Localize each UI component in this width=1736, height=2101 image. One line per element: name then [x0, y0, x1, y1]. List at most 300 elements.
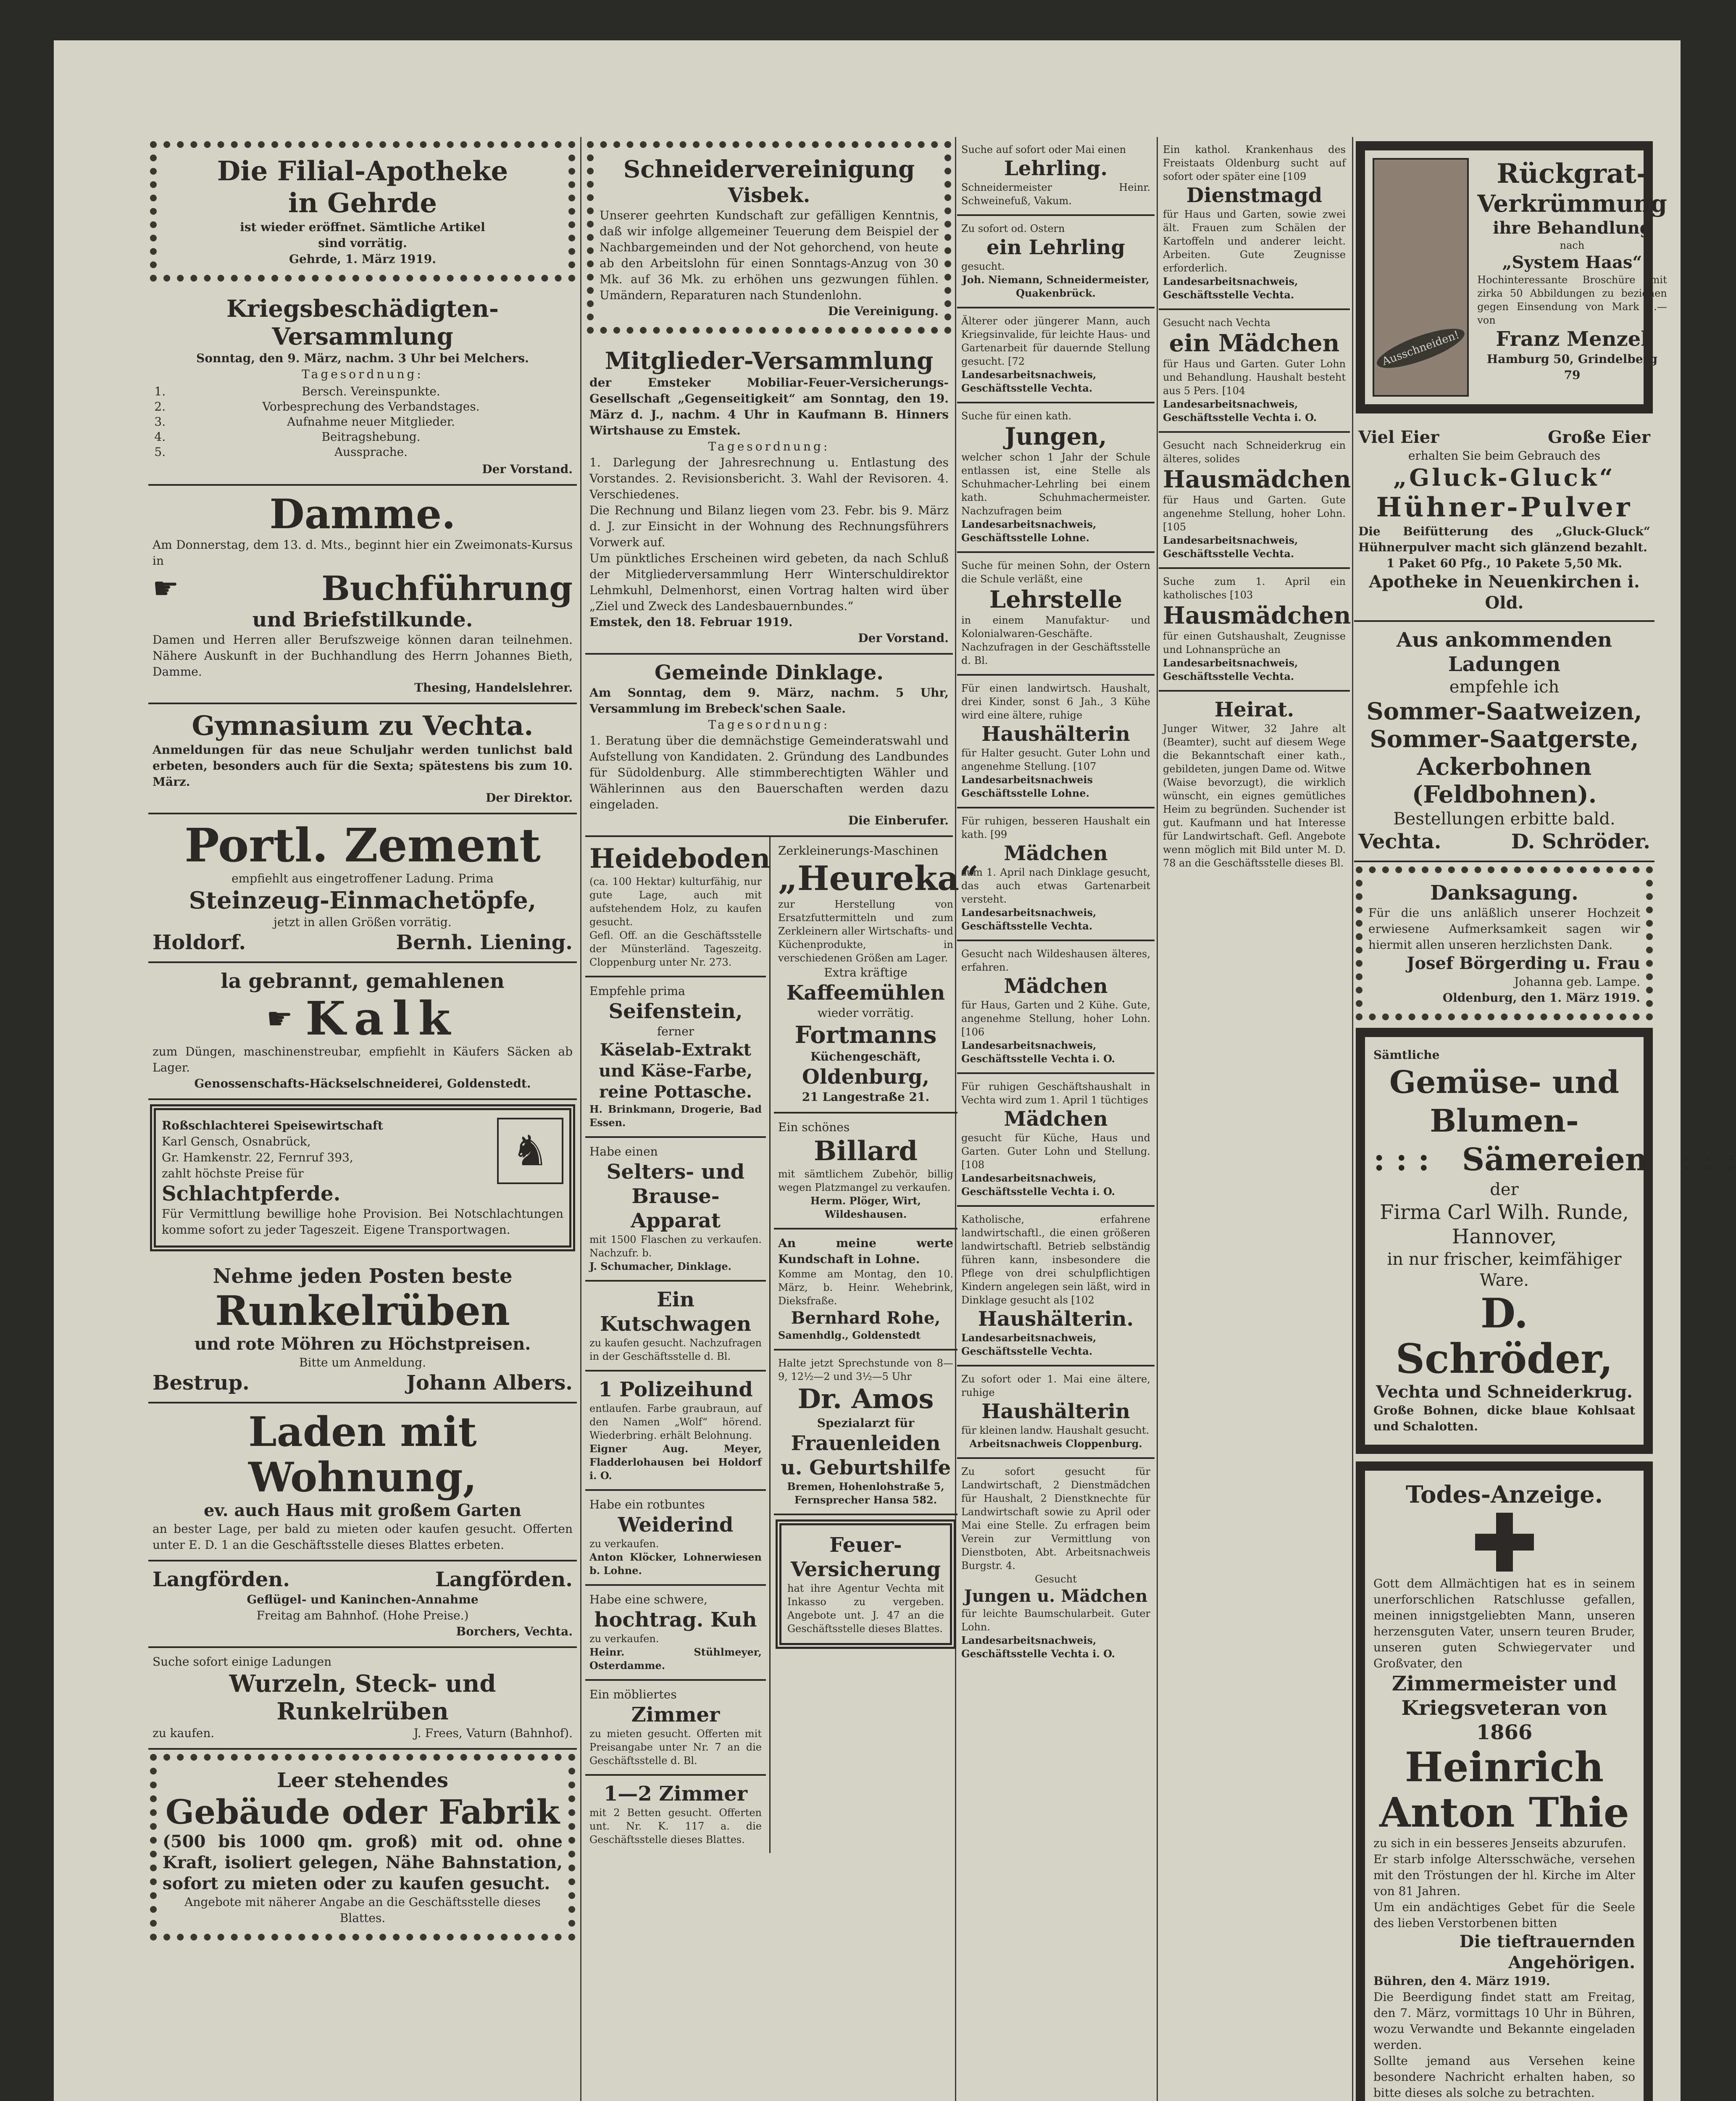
- ad-text: Damen und Herren aller Berufszweige können daran teilnehmen. Nähere Auskunft in der Buchhandlung des Herrn Johannes Bieth, Damme.: [153, 633, 573, 679]
- ad-polizeihund: [585, 1372, 766, 1491]
- ad-heideboden: [585, 837, 771, 977]
- classified-hausmaedchen-2: [1159, 569, 1350, 692]
- ad-signature: Landesarbeitsnachweis, Geschäftsstelle Vechta.: [1163, 657, 1298, 682]
- ad-signature: Landesarbeitsnachweis, Geschäftsstelle Vechta.: [961, 1332, 1097, 1357]
- ad-text: an bester Lage, per bald zu mieten oder kaufen gesucht. Offerten unter E. D. 1 an die Geschäftsstelle dieses Blattes erbeten.: [153, 1522, 573, 1552]
- agenda-item: 1. Bersch. Vereinspunkte.: [169, 384, 573, 399]
- ad-date: Gehrde, 1. März 1919.: [289, 252, 436, 266]
- ad-saemereien: [1356, 1028, 1736, 1454]
- ad-signature: Die Einberufer.: [848, 814, 949, 827]
- ad-headline: Mädchen: [1004, 842, 1108, 865]
- ad-signature: Genossenschafts-Häckselschneiderei, Goldenstedt.: [194, 1077, 531, 1090]
- ad-address: Bremen, Hohenlohstraße 5, Fernsprecher Hansa 582.: [787, 1480, 944, 1506]
- ad-headline: 1 Polizeihund: [598, 1378, 753, 1401]
- ad-signature: Johanna geb. Lampe.: [1514, 975, 1640, 989]
- ad-kuh: [585, 1586, 766, 1681]
- ad-danksagung: [1356, 866, 1653, 1020]
- ad-subheadline: Käselab-Extrakt und Käse-Farbe, reine Pottasche.: [599, 1040, 752, 1102]
- ad-headline: Roßschlachterei Speisewirtschaft: [162, 1119, 383, 1132]
- ad-text: Spezialarzt für: [817, 1416, 915, 1430]
- ad-signature: Die Vereinigung.: [828, 304, 939, 318]
- ad-signature: Landesarbeitsnachweis Geschäftsstelle Lohne.: [961, 774, 1093, 799]
- ad-signature: Der Direktor.: [485, 791, 573, 805]
- ad-text: für Halter gesucht. Guter Lohn und angenehme Stellung. [107: [961, 747, 1150, 772]
- classified-mann: [957, 308, 1155, 403]
- ad-text: Anmeldungen für das neue Schuljahr werden tunlichst bald erbeten, besonders auch für die Sexta; spätestens bis zum 10. März.: [153, 743, 573, 789]
- ad-text: Sonntag, den 9. März, nachm. 3 Uhr bei Melchers.: [196, 351, 529, 365]
- ad-signature: Die tieftrauernden Angehörigen.: [1459, 1932, 1635, 1972]
- ad-text: Habe ein rotbuntes: [589, 1498, 705, 1511]
- column-4: [1159, 137, 1350, 2101]
- ad-headline: Gymnasium zu Vechta.: [192, 710, 534, 742]
- classified-jungen: [957, 403, 1155, 553]
- ad-headline: Jungen u. Mädchen: [964, 1586, 1148, 1606]
- ad-subheadline: Oldenburg,: [802, 1065, 930, 1089]
- ad-text: zur Herstellung von Ersatzfuttermitteln und zum Zerkleinern aller Wirtschafts- und Küchenprodukte, in verschiedenen Größen am Lager.: [778, 898, 953, 964]
- ad-text: Suche zum 1. April ein katholisches [103: [1163, 576, 1346, 601]
- ad-text: für Haus und Garten, sowie zwei ält. Frauen zum Schälen der Kartoffeln und anderer leicht. Arbeiten. Gute Zeugnisse erforderlich.: [1163, 208, 1346, 274]
- ad-signature: Borchers, Vechta.: [456, 1624, 573, 1638]
- ad-subheadline: und Briefstilkunde.: [252, 608, 473, 632]
- ad-zement: [148, 814, 577, 963]
- ad-headline: Heinrich Anton Thie: [1379, 1743, 1629, 1836]
- ad-signature: Der Vorstand.: [858, 631, 949, 645]
- ad-text: Extra kräftige: [824, 966, 907, 979]
- ad-text: mit 2 Betten gesucht. Offerten unt. Nr. K. 117 a. die Geschäftsstelle dieses Blattes.: [589, 1807, 762, 1846]
- ad-signature: Joh. Niemann, Schneidermeister, Quakenbrück.: [962, 274, 1149, 299]
- ad-text: Älterer oder jüngerer Mann, auch Kriegsinvalide, für leichte Haus- und Gartenarbeit für dauernde Stellung gesucht. [72: [961, 315, 1150, 367]
- classified-maedchen-2: [957, 941, 1155, 1074]
- ad-kalk: [148, 963, 577, 1100]
- ad-place: Langförden.: [435, 1568, 573, 1591]
- ad-subheadline: u. Geburtshilfe: [780, 1456, 951, 1480]
- ad-text: Zu sofort oder 1. Mai eine ältere, ruhige: [961, 1373, 1150, 1398]
- ad-text: erhalten Sie beim Gebrauch des: [1408, 449, 1601, 463]
- ad-address: 21 Langestraße 21.: [802, 1090, 930, 1104]
- ad-signature: Landesarbeitsnachweis, Geschäftsstelle Vechta.: [961, 906, 1097, 932]
- ad-text: zu sich in ein besseres Jenseits abzurufen.: [1373, 1836, 1626, 1850]
- agenda-heading: Tagesordnung:: [708, 718, 830, 732]
- ad-text: Die Rechnung und Bilanz liegen vom 23. Febr. bis 9. März d. J. zur Einsicht in der Wohnung des Rechnungsführers Vorwerk auf.: [589, 503, 949, 549]
- ad-text: entlaufen. Farbe graubraun, auf den Namen „Wolf“ hörend. Wiederbring. erhält Belohnung.: [589, 1403, 762, 1441]
- ad-headline: Verkrümmung: [1477, 190, 1667, 218]
- ad-headline: „Heureka“: [778, 858, 978, 898]
- ad-headline: „Gluck-Gluck“: [1393, 464, 1615, 492]
- column-2: [585, 137, 978, 2101]
- ad-signature: Landesarbeitsnachweis, Geschäftsstelle Vechta i. O.: [961, 1039, 1115, 1065]
- ad-place: Vechta.: [1358, 830, 1441, 853]
- ad-headline: Schneidervereinigung: [623, 155, 915, 183]
- ad-date: Bühren, den 4. März 1919.: [1373, 1974, 1550, 1988]
- ad-text: der: [1490, 1180, 1519, 1199]
- ad-signature: Eigner Aug. Meyer, Fladderlohausen bei Holdorf i. O.: [589, 1443, 762, 1482]
- ad-text: Gefl. Off. an die Geschäftsstelle der Münsterländ. Tageszeitg. Cloppenburg unter Nr. 273.: [589, 929, 762, 968]
- classified-lehrling: [957, 137, 1155, 216]
- ad-rossschlachterei: [150, 1104, 575, 1251]
- ad-mitglieder-versammlung: [585, 341, 953, 655]
- ad-headline: Danksagung.: [1430, 881, 1578, 905]
- ad-headline: ein Lehrling: [986, 236, 1125, 259]
- ad-text: Angebote mit näherer Angabe an die Geschäftsstelle dieses Blattes.: [184, 1895, 541, 1925]
- ad-text: sind vorrätig.: [318, 236, 407, 250]
- ad-rueckgrat: [1356, 141, 1667, 413]
- ad-place: Holdorf.: [153, 931, 246, 954]
- torso-illustration: [1373, 158, 1469, 397]
- ad-signature: Landesarbeitsnachweis, Geschäftsstelle Vechta i. O.: [961, 1172, 1115, 1198]
- ad-text: Katholische, erfahrene landwirtschaftl., die einen größeren landwirtschaftl. Betrieb selbständig führen kann, insbesondere die Pflege von drei schulpflichtigen Kindern angelegen sein läßt, wird in Dinklage gesucht als [102: [961, 1214, 1150, 1306]
- ad-subheadline: ihre Behandlung: [1493, 218, 1652, 238]
- ad-text: ferner: [657, 1024, 694, 1038]
- ad-seifenstein: [585, 977, 766, 1138]
- ad-headline: D. Schröder,: [1395, 1290, 1613, 1382]
- ad-gemeinde-dinklage: [585, 655, 953, 837]
- ad-text: zu kaufen.: [153, 1726, 215, 1740]
- newspaper-page: [54, 40, 1736, 2101]
- ad-kriegsbeschaedigten: [148, 289, 577, 486]
- ad-place: Bestrup.: [153, 1371, 250, 1395]
- column-1: [148, 137, 577, 2101]
- ad-text: 1. Darlegung der Jahresrechnung u. Entlastung des Vorstandes. 2. Revisionsbericht. 3. Wahl der Revisoren. 4. Verschiedenes.: [589, 455, 949, 501]
- ad-headline: Heirat.: [1214, 698, 1294, 721]
- ad-signature: Josef Börgerding u. Frau: [1407, 953, 1640, 973]
- ad-headline: Runkelrüben: [215, 1287, 510, 1335]
- ad-headline: Gemüse- und Blumen-: [1389, 1064, 1619, 1139]
- ad-headline: Mädchen: [1004, 974, 1108, 998]
- ad-address: Hamburg 50, Grindelberg 79: [1486, 352, 1658, 382]
- ad-text: Nehme jeden Posten beste: [213, 1264, 513, 1288]
- ad-langfoerden: [148, 1561, 577, 1648]
- ad-text: mit sämtlichem Zubehör, billig wegen Platzmangel zu verkaufen.: [778, 1168, 953, 1193]
- ad-headline: Haushälterin: [981, 722, 1130, 746]
- ad-headline: Ein Kutschwagen: [600, 1288, 752, 1336]
- classified-dienstboten: [957, 1459, 1155, 1667]
- ad-text: Junger Witwer, 32 Jahre alt (Beamter), sucht auf diesem Wege die Bekanntschaft einer kath., gebildeten, jungen Dame od. Witwe (Waise bevorzugt), die wirklich wünscht, ein eignes gemütliches Heim zu begründen. Suchender ist gut. Kaufmann und hat Interesse für Landwirtschaft. Gefl. Angebote wenn möglich mit Bild unter M. D. 78 an die Geschäftsstelle dieses Bl.: [1163, 723, 1346, 869]
- ad-subheadline: Visbek.: [728, 184, 810, 207]
- ad-text: (500 bis 1000 qm. groß) mit od. ohne Kraft, isoliert gelegen, Nähe Bahnstation, sofort zu mieten oder zu kaufen gesucht.: [163, 1832, 563, 1893]
- ad-text: Gesucht nach Wildeshausen älteres, erfahren.: [961, 948, 1150, 973]
- ad-text: ist wieder eröffnet. Sämtliche Artikel: [240, 220, 485, 234]
- ad-text: Gr. Hamkenstr. 22, Fernruf 393,: [162, 1151, 353, 1164]
- ad-text: in nur frischer, keimfähiger Ware.: [1387, 1250, 1622, 1290]
- ad-text: nach: [1560, 240, 1585, 251]
- ad-headline: Mädchen: [1004, 1107, 1108, 1131]
- ad-subheadline: Schlachtpferde.: [162, 1182, 341, 1206]
- agenda-heading: Tagesordnung:: [302, 367, 423, 381]
- classified-heirat: [1159, 692, 1350, 877]
- agenda-item: 2. Vorbesprechung des Verbandstages.: [169, 399, 573, 414]
- ad-text: Suche für meinen Sohn, der Ostern die Schule verläßt, eine: [961, 560, 1150, 585]
- ad-headline: Seifenstein,: [608, 1000, 743, 1023]
- pointing-hand-icon: ☛: [153, 571, 179, 606]
- classified-ein-maedchen: [1159, 310, 1350, 433]
- ad-text: Habe eine schwere,: [589, 1593, 708, 1606]
- column-rule: [1157, 137, 1158, 2101]
- ad-text: Gesucht: [1035, 1573, 1077, 1585]
- ad-headline: Feuer-Versicherung: [790, 1533, 941, 1581]
- ad-headline: Dienstmagd: [1186, 184, 1323, 207]
- ad-kundschaft-lohne: [774, 1230, 957, 1351]
- ad-text: Suche auf sofort oder Mai einen: [961, 144, 1126, 155]
- classified-maedchen-3: [957, 1074, 1155, 1207]
- ad-subheadline: ev. auch Haus mit großem Garten: [203, 1501, 521, 1520]
- ad-signature: Landesarbeitsnachweis, Geschäftsstelle Lohne.: [961, 518, 1097, 544]
- ad-headline: 1—2 Zimmer: [603, 1782, 748, 1806]
- ad-heureka: [774, 837, 978, 1114]
- ad-signature: Landesarbeitsnachweis, Geschäftsstelle Vechta.: [961, 369, 1097, 394]
- ad-subheadline: Steinzeug-Einmachetöpfe,: [189, 887, 537, 914]
- ad-signature: J. Frees, Vaturn (Bahnhof).: [413, 1726, 573, 1740]
- ad-headline: Haushälterin.: [978, 1307, 1134, 1331]
- ad-headline: Todes-Anzeige.: [1405, 1481, 1603, 1509]
- ad-saat: [1354, 622, 1654, 862]
- classified-haushaelterin-2: [957, 1207, 1155, 1366]
- ad-text: Bitte um Anmeldung.: [299, 1356, 426, 1369]
- agenda-list: [169, 384, 573, 460]
- classified-lehrstelle: [957, 553, 1155, 676]
- classified-maedchen-1: [957, 808, 1155, 941]
- agenda-item: 5. Aussprache.: [169, 445, 573, 460]
- ad-headline: Gemeinde Dinklage.: [655, 661, 884, 685]
- ad-text: Die Beifütterung des „Gluck-Gluck“ Hühnerpulver macht sich glänzend bezahlt.: [1358, 524, 1650, 554]
- ad-billard: [774, 1114, 957, 1230]
- ad-text: Am Donnerstag, dem 13. d. Mts., beginnt hier ein Zweimonats-Kursus in: [153, 538, 573, 568]
- ad-headline: Dr. Amos: [797, 1383, 934, 1415]
- ad-text: Große Bohnen, dicke blaue Kohlsaat und Schalotten.: [1373, 1403, 1635, 1433]
- ad-signature: J. Schumacher, Dinklage.: [589, 1260, 732, 1272]
- ad-text: Sämtliche: [1373, 1048, 1440, 1062]
- ad-text: empfiehlt aus eingetroffener Ladung. Prima: [231, 871, 494, 885]
- column-3: [957, 137, 1155, 2101]
- agenda-item: 3. Aufnahme neuer Mitglieder.: [169, 414, 573, 429]
- ad-signature: Landesarbeitsnachweis, Geschäftsstelle Vechta.: [1163, 534, 1298, 560]
- agenda-item: 4. Beitragshebung.: [169, 429, 573, 445]
- ad-text: Die Beerdigung findet statt am Freitag, den 7. März, vormittags 10 Uhr in Bühren, wozu Verwandte und Bekannte eingeladen werden.: [1373, 1990, 1635, 2052]
- ad-headline: Billard: [814, 1135, 918, 1167]
- ad-text: Gesucht nach Schneiderkrug ein älteres, solides: [1163, 440, 1346, 465]
- ad-signature: D. Schröder.: [1511, 830, 1650, 853]
- ad-headline: Lehrstelle: [989, 586, 1123, 613]
- ad-signature: Landesarbeitsnachweis, Geschäftsstelle Vechta i. O.: [1163, 398, 1317, 424]
- ad-selters: [585, 1138, 766, 1282]
- ad-zimmer-2: [585, 1776, 766, 1853]
- ad-signature: Landesarbeitsnachweis, Geschäftsstelle Vechta i. O.: [961, 1634, 1115, 1660]
- ad-headline: Fortmanns: [794, 1021, 937, 1049]
- ad-text: zum Düngen, maschinenstreubar, empfiehlt in Käufers Säcken ab Lager.: [153, 1045, 573, 1074]
- ad-text: für Haus und Garten. Gute angenehme Stellung, hoher Lohn. [105: [1163, 494, 1346, 533]
- ad-headline: Mitglieder-Versammlung: [605, 347, 934, 375]
- ad-headline: Hausmädchen: [1163, 602, 1351, 629]
- ad-text: 1. Beratung über die demnächstige Gemeinderatswahl und Aufstellung von Kandidaten. 2. Gründung des Landbundes für Südoldenburg. Alle stimmberechtigten Wähler und Wählerinnen aus den Bauerschaften werden dazu eingeladen.: [589, 734, 949, 811]
- ad-text: la gebrannt, gemahlenen: [221, 969, 505, 993]
- ad-gymnasium: [148, 704, 577, 814]
- column-rule: [1352, 137, 1353, 2101]
- ad-text: zum 1. April nach Dinklage gesucht, das auch etwas Gartenarbeit versteht.: [961, 866, 1150, 905]
- ad-subheadline: Kaffeemühlen: [786, 981, 945, 1005]
- ad-headline: Portl. Zement: [184, 818, 541, 872]
- ad-headline: Die Filial-Apotheke: [217, 155, 508, 187]
- ad-text: für einen Gutshaushalt, Zeugnisse und Lohnansprüche an: [1163, 630, 1346, 656]
- ad-weiderind: [585, 1491, 766, 1586]
- ad-headline: : : : Sämereien : : :: [1373, 1142, 1736, 1178]
- ad-subheadline: Frauenleiden: [791, 1432, 941, 1455]
- classified-dienstmagd: [1159, 137, 1350, 310]
- ad-text: Ein schönes: [778, 1120, 850, 1134]
- ad-headline: Hausmädchen: [1163, 466, 1351, 493]
- ad-text: Gott dem Allmächtigen hat es in seinem unerforschlichen Ratschlusse gefallen, meinen innigstgeliebten Mann, unseren herzensguten Vater, unsern teuren Bruder, unseren guten Schwiegervater und Großvater, den: [1373, 1577, 1635, 1670]
- ad-text: welcher schon 1 Jahr der Schule entlassen ist, eine Stelle als Schuhmacher-Lehrling bei einem kath. Schuhmachermeister. Nachzufragen beim: [961, 451, 1150, 517]
- ad-headline: Aus ankommenden Ladungen: [1396, 628, 1612, 676]
- ad-subheadline: „System Haas“: [1502, 253, 1642, 272]
- ad-headline: in Gehrde: [288, 187, 437, 219]
- ad-signature: Franz Menzel: [1496, 327, 1649, 351]
- ad-text: (ca. 100 Hektar) kulturfähig, nur gute Lage, auch mit aufstehendem Holz, zu kaufen gesucht.: [589, 876, 762, 928]
- ad-text: Gesucht nach Vechta: [1163, 317, 1270, 329]
- ad-text: Um ein andächtiges Gebet für die Seele des lieben Verstorbenen bitten: [1373, 1900, 1635, 1930]
- ad-text: zu verkaufen.: [589, 1538, 659, 1550]
- ad-headline: Wurzeln, Steck- und Runkelrüben: [229, 1670, 496, 1725]
- ad-text: Zerkleinerungs-Maschinen: [778, 844, 939, 858]
- ad-text: mit 1500 Flaschen zu verkaufen. Nachzufr. b.: [589, 1234, 762, 1259]
- ad-signature: H. Brinkmann, Drogerie, Bad Essen.: [589, 1103, 762, 1129]
- ad-headline: Jungen,: [1005, 423, 1107, 450]
- ad-headline: Sommer-Saatweizen,: [1366, 698, 1642, 725]
- ad-signature: Samenhdlg., Goldenstedt: [778, 1329, 921, 1341]
- column-rule: [580, 137, 581, 2101]
- ad-headline: Heideboden: [589, 843, 771, 874]
- ad-text: Er starb infolge Altersschwäche, versehen mit den Tröstungen der hl. Kirche im Alter von 81 Jahren.: [1373, 1852, 1635, 1898]
- ad-text: Für ruhigen, besseren Haushalt ein kath. [99: [961, 815, 1150, 840]
- ad-text: zu verkaufen.: [589, 1633, 659, 1645]
- ad-text: Halte jetzt Sprechstunde von 8—9, 12½—2 und 3½—5 Uhr: [778, 1357, 953, 1382]
- ad-text: für leichte Baumschularbeit. Guter Lohn.: [961, 1608, 1150, 1633]
- ad-headline: Zimmer: [631, 1703, 720, 1727]
- ad-text: Für die uns anläßlich unserer Hochzeit erwiesene Aufmerksamkeit sagen wir hiermit allen unseren herzlichsten Dank.: [1368, 906, 1640, 952]
- ad-signature: Arbeitsnachweis Cloppenburg.: [969, 1438, 1142, 1450]
- ad-filial-apotheke: [150, 141, 575, 282]
- ad-zimmer: [585, 1681, 766, 1776]
- ad-headline: Buchführung: [321, 569, 573, 608]
- ad-text: jetzt in allen Größen vorrätig.: [274, 915, 452, 929]
- ad-text: hat ihre Agentur Vechta mit Inkasso zu vergeben. Angebote unt. J. 47 an die Geschäftsstelle dieses Blattes.: [787, 1582, 944, 1635]
- ad-text: Bestellungen erbitte bald.: [1393, 809, 1615, 829]
- horse-icon: ♞: [497, 1118, 563, 1184]
- ad-feuer-versicherung: [776, 1519, 956, 1649]
- ad-text: der Emsteker Mobiliar-Feuer-Versicherungs-Gesellschaft „Gegenseitigkeit“ am Sonntag, den 19. März d. J., nachm. 4 Uhr in Kaufmann B. Hinners Wirtshause zu Emstek.: [589, 376, 949, 437]
- ad-subheadline: Zimmermeister und Kriegsveteran von 1866: [1391, 1672, 1617, 1744]
- ad-signature: Apotheke in Neuenkirchen i. Old.: [1369, 572, 1640, 613]
- ad-headline: Ackerbohnen (Feldbohnen).: [1412, 753, 1597, 808]
- ad-text: Ein möbliertes: [589, 1688, 677, 1701]
- ad-schneidervereinigung: [587, 141, 951, 334]
- ad-text: Für ruhigen Geschäftshaushalt in Vechta wird zum 1. April 1 tüchtiges: [961, 1081, 1150, 1106]
- ad-kutschwagen: [585, 1282, 766, 1372]
- ad-text: empfehle ich: [1449, 677, 1560, 697]
- ad-headline: Lehrling.: [1004, 157, 1108, 180]
- ad-text: Unserer geehrten Kundschaft zur gefälligen Kenntnis, daß wir infolge allgemeiner Teuerung dem Beispiel der Nachbargemeinden und der Not gehorchend, von heute ab den Arbeitslohn für einen Sonntags-Anzug von 30 Mk. auf 36 Mk. zu erhöhen uns gezwungen fühlen. Umändern, Reparaturen nach Stundenlohn.: [600, 208, 939, 302]
- ad-text: zahlt höchste Preise für: [162, 1166, 304, 1180]
- ad-date: Oldenburg, den 1. März 1919.: [1442, 991, 1640, 1005]
- ad-text: für kleinen landw. Haushalt gesucht.: [961, 1424, 1149, 1436]
- ad-signature: Bernh. Liening.: [396, 931, 573, 954]
- ad-signature: Herm. Plöger, Wirt, Wildeshausen.: [810, 1195, 921, 1220]
- ad-headline: Sommer-Saatgerste,: [1370, 725, 1639, 753]
- classified-haushaelterin-3: [957, 1366, 1155, 1459]
- ad-text: Habe einen: [589, 1145, 658, 1158]
- ad-text: in einem Manufaktur- und Kolonialwaren-Geschäfte. Nachzufragen in der Geschäftsstelle d. Bl.: [961, 614, 1150, 666]
- ad-headline: Haushälterin: [981, 1400, 1130, 1423]
- ad-text: zu mieten gesucht. Offerten mit Preisangabe unter Nr. 7 an die Geschäftsstelle d. Bl.: [589, 1728, 762, 1767]
- ad-text: Am Sonntag, dem 9. März, nachm. 5 Uhr, Versammlung im Brebeck'schen Saale.: [589, 686, 949, 716]
- ad-signature: Anton Klöcker, Lohnerwiesen b. Lohne.: [589, 1551, 762, 1577]
- ad-text: für Haus und Garten. Guter Lohn und Behandlung. Haushalt besteht aus 5 Pers. [104: [1163, 358, 1346, 397]
- ad-signature: Heinr. Stühlmeyer, Osterdamme.: [589, 1646, 762, 1672]
- agenda-heading: Tagesordnung:: [708, 440, 830, 453]
- ad-text: Firma Carl Wilh. Runde, Hannover,: [1380, 1201, 1629, 1248]
- ad-text: Suche für einen kath.: [961, 410, 1072, 422]
- ad-text: Zu sofort od. Ostern: [961, 223, 1065, 234]
- ad-text: Hochinteressante Broschüre mit zirka 50 Abbildungen zu beziehen gegen Einsendung von Mark 1.— von: [1477, 274, 1667, 326]
- ad-gluck-gluck: [1354, 421, 1654, 622]
- ad-gebaeude: [150, 1754, 575, 1940]
- ad-text: Sollte jemand aus Versehen keine besondere Nachricht erhalten haben, so bitte dieses als solche zu betrachten.: [1373, 2054, 1635, 2100]
- classified-hausmaedchen-1: [1159, 433, 1350, 569]
- ad-text: Geflügel- und Kaninchen-Annahme: [247, 1593, 479, 1606]
- ad-text: Empfehle prima: [589, 984, 685, 998]
- ad-headline: Gebäude oder Fabrik: [165, 1792, 560, 1832]
- ad-dr-amos: [774, 1351, 957, 1515]
- ad-date: Emstek, den 18. Februar 1919.: [589, 615, 793, 629]
- ad-text: Freitag am Bahnhof. (Hohe Preise.): [256, 1609, 469, 1622]
- pointing-hand-icon: ☛: [266, 1001, 293, 1036]
- ad-text: zu kaufen gesucht. Nachzufragen in der Geschäftsstelle d. Bl.: [589, 1337, 762, 1362]
- ad-text: Für einen landwirtsch. Haushalt, drei Kinder, sonst 6 Jah., 3 Kühe wird eine ältere, ruhige: [961, 682, 1150, 721]
- ad-price: 1 Paket 60 Pfg., 10 Pakete 5,50 Mk.: [1386, 556, 1623, 570]
- cut-out-stamp: Ausschneiden!: [1373, 321, 1469, 376]
- ad-runkelrueben: [148, 1258, 577, 1403]
- ad-signature: Bernhard Rohe,: [791, 1308, 941, 1328]
- ad-headline: Kriegsbeschädigten-Versammlung: [226, 295, 499, 350]
- ad-tagline: Viel Eier: [1358, 427, 1439, 447]
- ad-todes-anzeige: [1356, 1461, 1653, 2101]
- ad-text: gesucht.: [961, 261, 1005, 272]
- ad-wurzeln: [148, 1648, 577, 1750]
- ad-headline: Weiderind: [618, 1513, 734, 1537]
- ad-text: und rote Möhren zu Höchstpreisen.: [194, 1334, 531, 1354]
- ad-headline: Rückgrat-: [1497, 158, 1648, 190]
- ad-text: Vechta und Schneiderkrug.: [1376, 1382, 1633, 1402]
- column-5: [1354, 137, 1736, 2101]
- ad-text: Schneidermeister Heinr. Schweinefuß, Vakum.: [961, 182, 1150, 207]
- ad-damme: [148, 486, 577, 704]
- ad-text: An meine werte Kundschaft in Lohne.: [778, 1236, 953, 1266]
- ad-headline: Hühner-Pulver: [1376, 492, 1633, 523]
- ad-text: Komme am Montag, den 10. März, b. Heinr. Wehebrink, Dieksfraße.: [778, 1268, 953, 1307]
- ad-text: Leer stehendes: [276, 1769, 449, 1792]
- classified-haushaelterin-1: [957, 676, 1155, 808]
- ad-signature: Der Vorstand.: [482, 462, 573, 476]
- ad-headline: ein Mädchen: [1169, 329, 1340, 357]
- ad-headline: Laden mit Wohnung,: [248, 1408, 477, 1501]
- ad-headline: hochtrag. Kuh: [594, 1608, 757, 1632]
- ad-text: Ein kathol. Krankenhaus des Freistaats Oldenburg sucht auf sofort oder später eine [109: [1163, 144, 1346, 182]
- ad-signature: Landesarbeitsnachweis, Geschäftsstelle Vechta.: [1163, 275, 1298, 301]
- ad-text: Zu sofort gesucht für Landwirtschaft, 2 Dienstmädchen für Haushalt, 2 Dienstknechte für Landwirtschaft sowie zu April oder Mai eine Stelle. Zu erfragen beim Verein zur Vermittlung von Dienstboten, Abt. Arbeitsnachweis Burgstr. 4.: [961, 1466, 1150, 1572]
- ad-text: Für Vermittlung bewillige hohe Provision. Bei Notschlachtungen komme sofort zu jeder Tageszeit. Eigene Transportwagen.: [162, 1207, 563, 1237]
- ad-headline: Selters- und Brause-Apparat: [606, 1160, 745, 1232]
- ad-tagline: Große Eier: [1548, 427, 1650, 447]
- ad-signature: Johann Albers.: [406, 1371, 573, 1395]
- classified-ein-lehrling: [957, 216, 1155, 308]
